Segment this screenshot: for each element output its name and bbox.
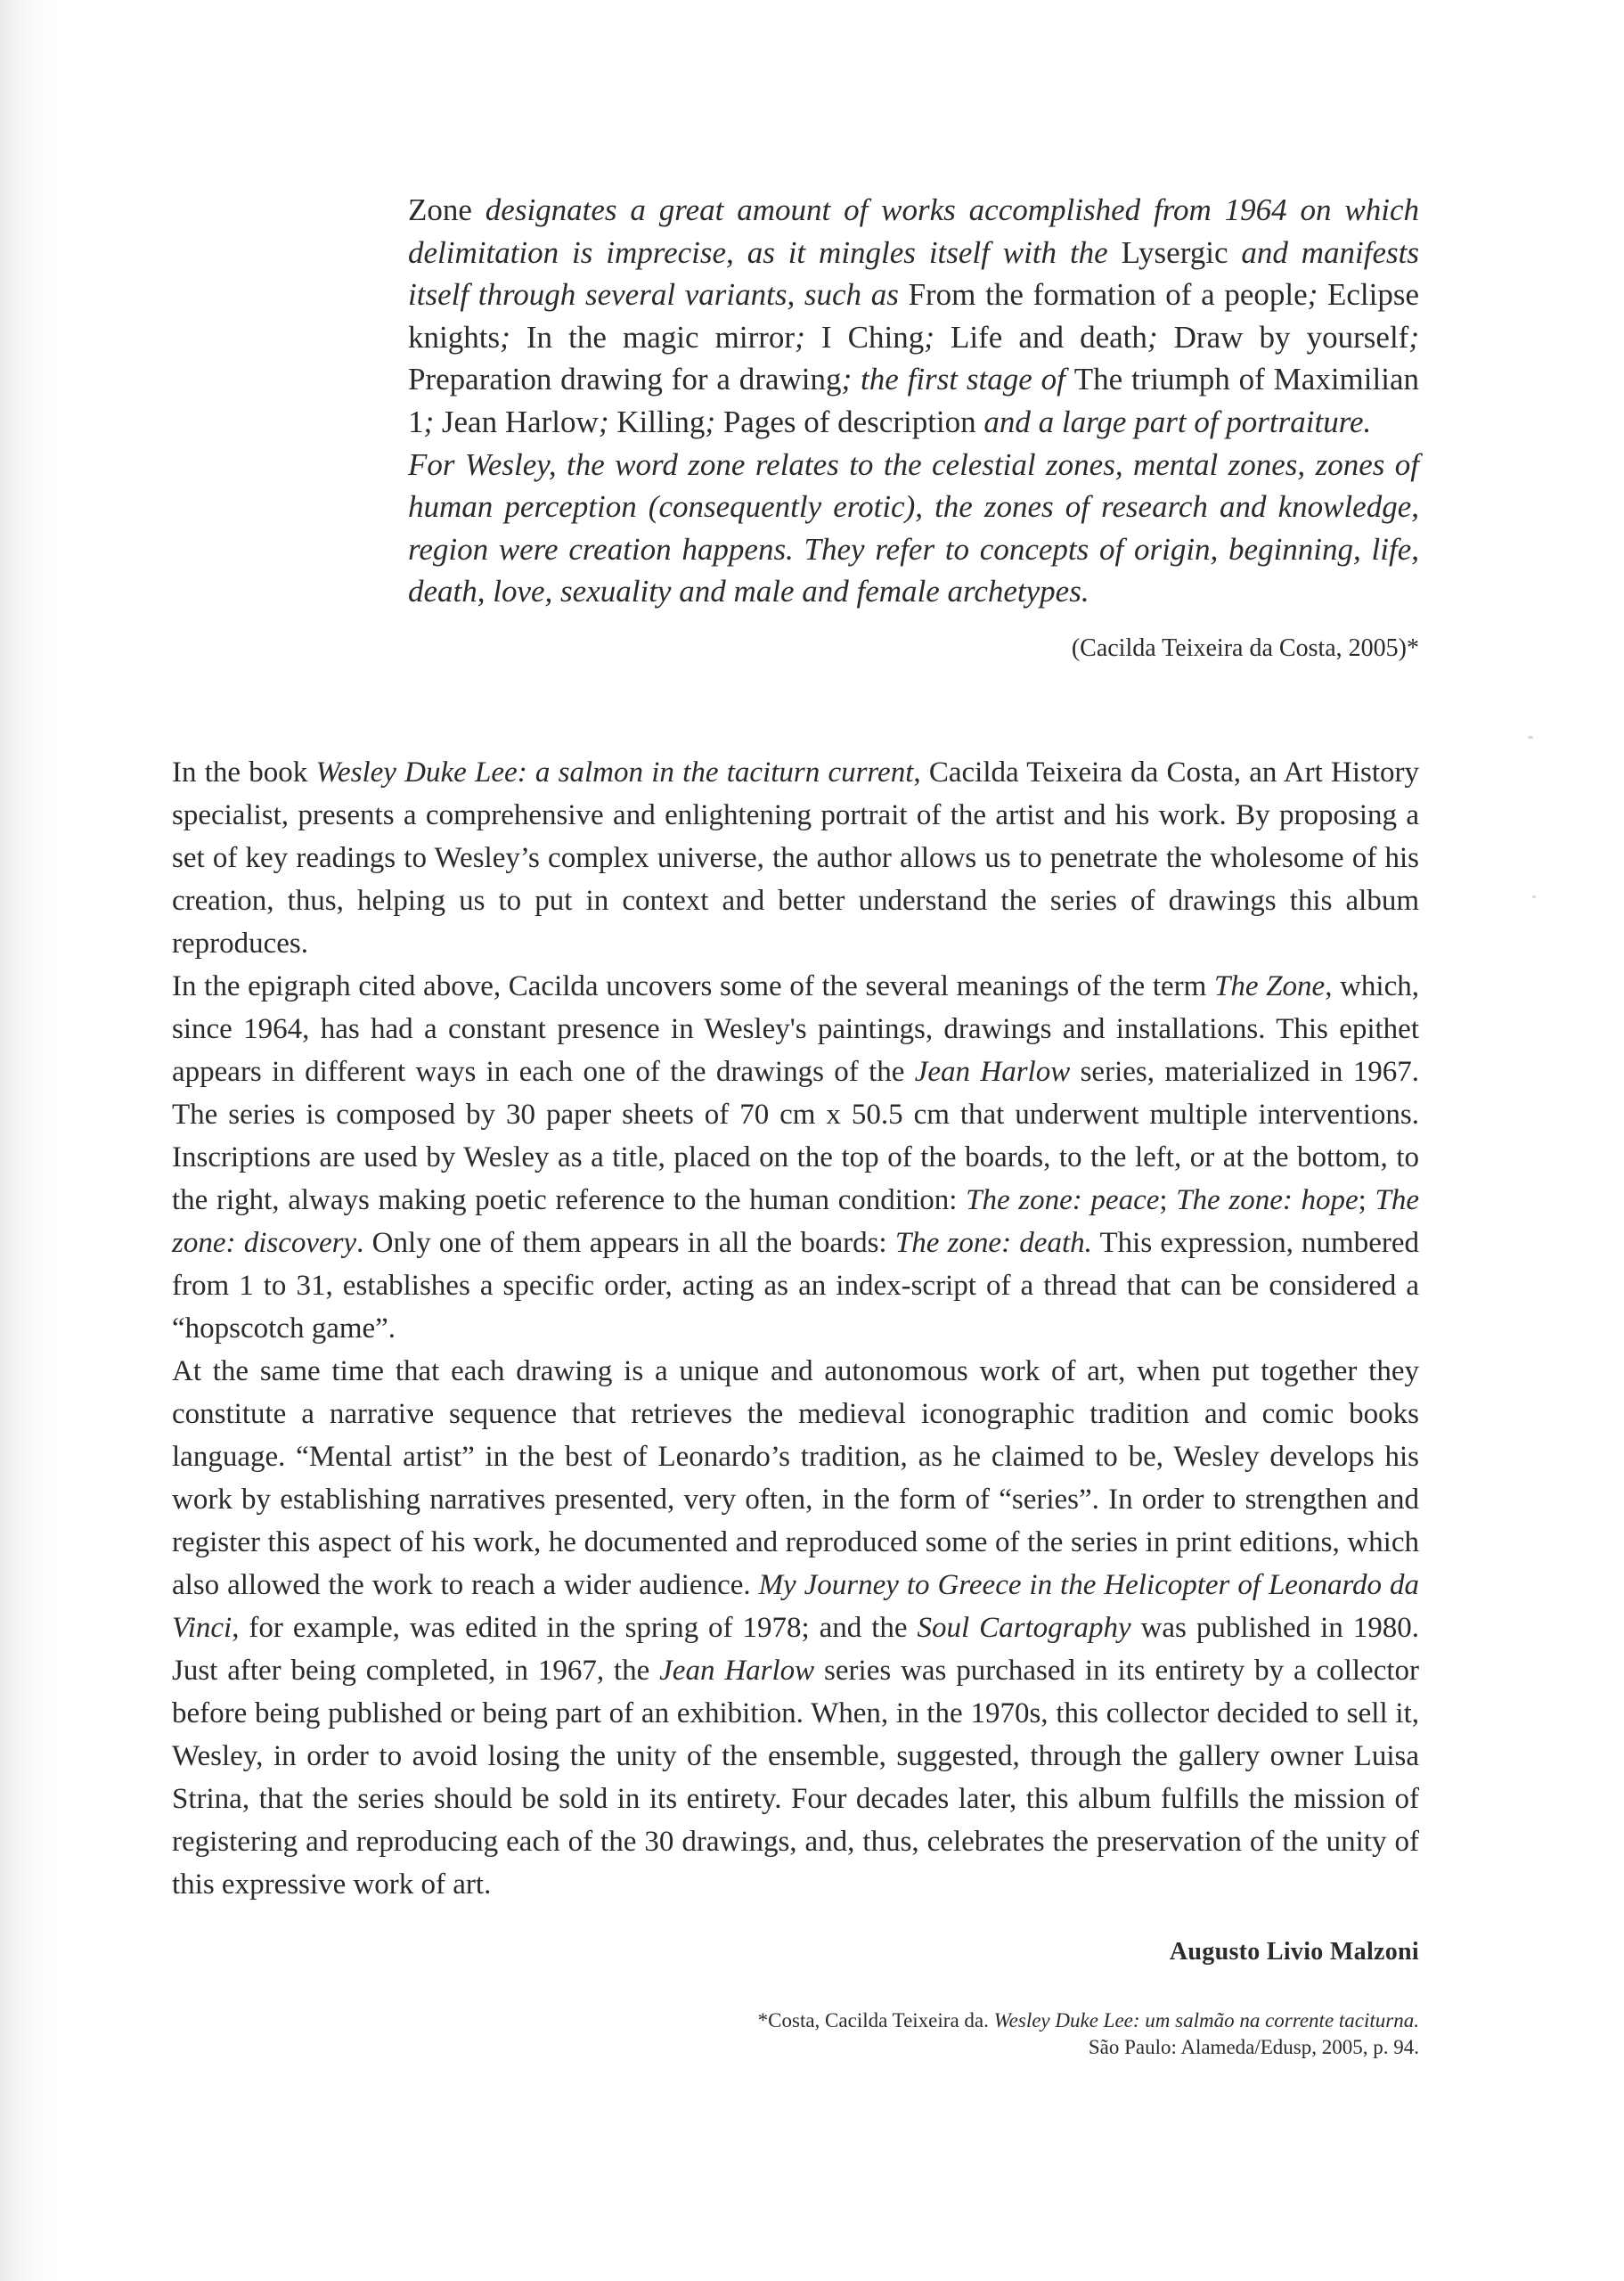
- footnote: [172, 2007, 1419, 2061]
- footnote-book-title: Wesley Duke Lee: um salmão na corrente taciturna.: [993, 2009, 1419, 2032]
- epigraph-text: Preparation drawing for a drawing: [408, 362, 842, 397]
- body-text-run: , Cacilda Teixeira da Costa, an Art History specialist, presents a comprehensive and enlightening portrait of the artist and his work. By proposing a set of key readings to Wesley’s complex universe, the author allows us to penetrate the wholesome of his creation, thus, helping us to put in context and better understand the series of drawings this album reproduces.: [172, 756, 1419, 960]
- body-paragraph-2: [172, 965, 1419, 1350]
- epigraph-text: I Ching: [820, 319, 925, 355]
- italic-term: Jean Harlow: [659, 1655, 815, 1687]
- epigraph-text: ;: [423, 404, 442, 439]
- body-text-run: In the book: [172, 756, 316, 789]
- epigraph-text: ;: [1408, 319, 1419, 355]
- paper-speck: [1528, 736, 1533, 739]
- epigraph-text: and a large part of portraiture.: [975, 404, 1372, 439]
- epigraph: [408, 189, 1419, 613]
- epigraph-text: Pages of description: [722, 404, 976, 439]
- body-text-run: In the epigraph cited above, Cacilda uncovers some of the several meanings of the term: [172, 970, 1215, 1002]
- epigraph-text: The triumph of Maximilian 1: [408, 362, 1419, 439]
- epigraph-text: ;: [500, 319, 526, 355]
- body-text-run: . Only one of them appears in all the boards:: [356, 1227, 895, 1259]
- epigraph-paragraph-2: For Wesley, the word zone relates to the celestial zones, mental zones, zones of human perception (consequently erotic), the zones of research and knowledge, region were creation happens. They refer to concepts of origin, beginning, life, death, love, sexuality and male and female archetypes.: [408, 446, 1419, 609]
- epigraph-text: ;: [705, 404, 723, 439]
- italic-term: Jean Harlow: [914, 1056, 1071, 1088]
- body-text-run: This expression, numbered from 1 to 31, establishes a specific order, acting as an index-script of a thread that can be considered a “hopscotch game”.: [172, 1227, 1420, 1345]
- body-text-run: was published in 1980. Just after being completed, in 1967, the: [172, 1612, 1419, 1687]
- epigraph-text: Zone: [408, 192, 472, 227]
- epigraph-paragraph-1: [408, 189, 1419, 444]
- italic-term: The zone: discovery: [172, 1184, 1420, 1259]
- italic-term: The zone: death.: [894, 1227, 1092, 1259]
- body-text-run: At the same time that each drawing is a unique and autonomous work of art, when put together they constitute a narrative sequence that retrieves the medieval iconographic tradition and comic books language. “Mental artist” in the best of Leonardo’s tradition, as he claimed to be, Wesley develops his work by establishing narratives presented, very often, in the form of “series”. In order to strengthen and register this aspect of his work, he documented and reproduced some of the series in print editions, which also allowed the work to reach a wider audience.: [172, 1355, 1419, 1601]
- epigraph-text: Killing: [616, 404, 706, 439]
- epigraph-text: Draw by yourself: [1173, 319, 1409, 355]
- epigraph-text: and manifests itself through several variants, such as: [408, 234, 1419, 313]
- epigraph-text: Lysergic: [1121, 234, 1228, 270]
- body-text-run: , for example, was edited in the spring of 1978; and the: [232, 1612, 918, 1644]
- epigraph-text: ;: [795, 319, 821, 355]
- footnote-line-1: [172, 2007, 1419, 2034]
- body-text: [172, 751, 1419, 1906]
- epigraph-text: ;: [1147, 319, 1174, 355]
- body-paragraph-3: [172, 1350, 1419, 1906]
- italic-term: The zone: peace: [966, 1184, 1160, 1216]
- paper-speck: [1532, 895, 1536, 898]
- body-text-run: series was purchased in its entirety by a collector before being published or being part of an exhibition. When, in the 1970s, this collector decided to sell it, Wesley, in order to avoid losing the unity of the ensemble, suggested, through the gallery owner Luisa Strina, that the series should be sold in its entirety. Four decades later, this album fulfills the mission of registering and reproducing each of the 30 drawings, and, thus, celebrates the preservation of the unity of this expressive work of art.: [172, 1655, 1419, 1901]
- italic-term: Soul Cartography: [917, 1612, 1131, 1644]
- footnote-line-2: São Paulo: Alameda/Edusp, 2005, p. 94.: [1088, 2036, 1419, 2058]
- author-signature: Augusto Livio Malzoni: [1169, 1938, 1419, 1966]
- epigraph-text: Eclipse knights: [408, 277, 1420, 355]
- epigraph-text: designates a great amount of works accomplished from 1964 on which delimitation is imprecise, as it mingles itself with the: [408, 192, 1419, 270]
- body-text-run: , which, since 1964, has had a constant presence in Wesley's paintings, drawings and installations. This epithet appears in different ways in each one of the drawings of the: [172, 970, 1420, 1088]
- footnote-text: *Costa, Cacilda Teixeira da.: [757, 2009, 994, 2032]
- body-paragraph-1: [172, 751, 1419, 965]
- body-text-run: ;: [1159, 1184, 1177, 1216]
- epigraph-text: ; the first stage of: [841, 362, 1074, 397]
- body-text-run: ;: [1358, 1184, 1375, 1216]
- epigraph-citation: (Cacilda Teixeira da Costa, 2005)*: [1071, 634, 1419, 662]
- epigraph-text: From the formation of a people: [908, 277, 1308, 313]
- italic-term: My Journey to Greece in the Helicopter of Leonardo da Vinci: [172, 1569, 1419, 1644]
- epigraph-text: ;: [598, 404, 617, 439]
- epigraph-text: Jean Harlow: [441, 404, 599, 439]
- epigraph-text: ;: [1307, 277, 1327, 313]
- epigraph-text: Life and death: [951, 319, 1147, 355]
- book-title: Wesley Duke Lee: a salmon in the taciturn current: [315, 756, 914, 789]
- epigraph-text: In the magic mirror: [526, 319, 796, 355]
- italic-term: The zone: hope: [1176, 1184, 1359, 1216]
- epigraph-text: ;: [924, 319, 951, 355]
- italic-term: The Zone: [1214, 970, 1326, 1002]
- body-text-run: series, materialized in 1967. The series is composed by 30 paper sheets of 70 cm x 50.5 cm that underwent multiple interventions. Inscriptions are used by Wesley as a title, placed on the top of the boards, to the left, or at the bottom, to the right, always making poetic reference to the human condition:: [172, 1056, 1419, 1216]
